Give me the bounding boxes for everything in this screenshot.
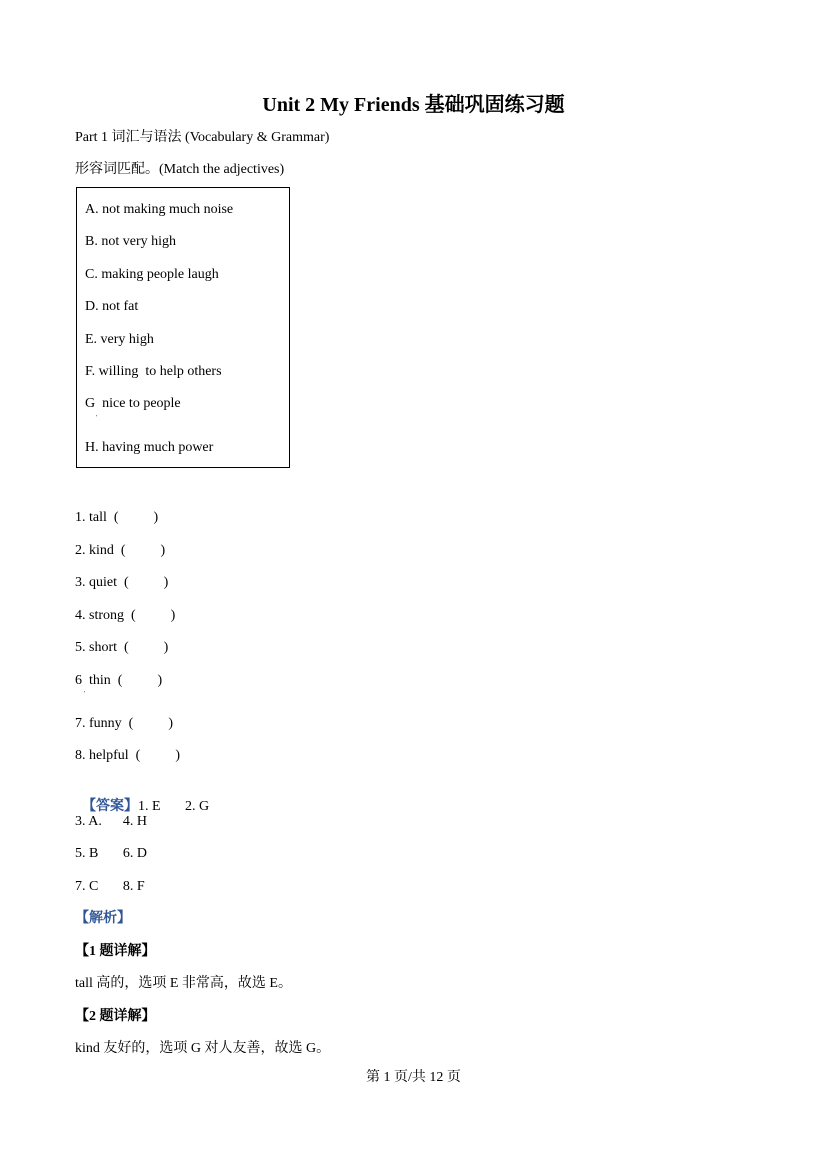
detail1-label: 【1 题详解】 — [75, 944, 156, 959]
detail2-label: 【2 题详解】 — [75, 1009, 156, 1024]
detail1-text: tall 高的，选项 E 非常高，故选 E。 — [75, 976, 292, 991]
stray-mark: ' — [96, 415, 98, 421]
option-f: F. willing to help others — [85, 364, 222, 379]
answer-values: 1. E 2. G — [138, 799, 210, 814]
question-2: 2. kind ( ) — [75, 543, 166, 558]
option-a: A. not making much noise — [85, 202, 234, 217]
option-e: E. very high — [85, 332, 154, 347]
question-3: 3. quiet ( ) — [75, 575, 169, 590]
question-4: 4. strong ( ) — [75, 608, 176, 623]
option-d: D. not fat — [85, 299, 139, 314]
analysis-label: 【解析】 — [75, 911, 131, 926]
option-c: C. making people laugh — [85, 267, 219, 282]
question-8: 8. helpful ( ) — [75, 748, 180, 763]
page-footer: 第 1 页/共 12 页 — [366, 1070, 461, 1085]
question-6: 6 thin ( ) — [75, 673, 163, 688]
option-h: H. having much power — [85, 440, 214, 455]
option-g: G nice to people — [85, 396, 181, 411]
answer-line-3: 5. B 6. D — [75, 846, 147, 861]
answer-line-4: 7. C 8. F — [75, 879, 145, 894]
instruction: 形容词匹配。(Match the adjectives) — [75, 162, 285, 177]
detail2-text: kind 友好的，选项 G 对人友善，故选 G。 — [75, 1041, 331, 1056]
answer-line-2: 3. A. 4. H — [75, 814, 147, 829]
answer-label: 【答案】 — [82, 799, 138, 814]
stray-mark: ' — [84, 691, 86, 697]
options-box — [76, 187, 290, 468]
option-b: B. not very high — [85, 234, 176, 249]
part-heading: Part 1 词汇与语法 (Vocabulary & Grammar) — [75, 130, 330, 145]
question-1: 1. tall ( ) — [75, 510, 159, 525]
answer-line-1 — [75, 780, 209, 816]
question-5: 5. short ( ) — [75, 640, 169, 655]
page-title: Unit 2 My Friends 基础巩固练习题 — [262, 94, 565, 116]
question-7: 7. funny ( ) — [75, 716, 173, 731]
